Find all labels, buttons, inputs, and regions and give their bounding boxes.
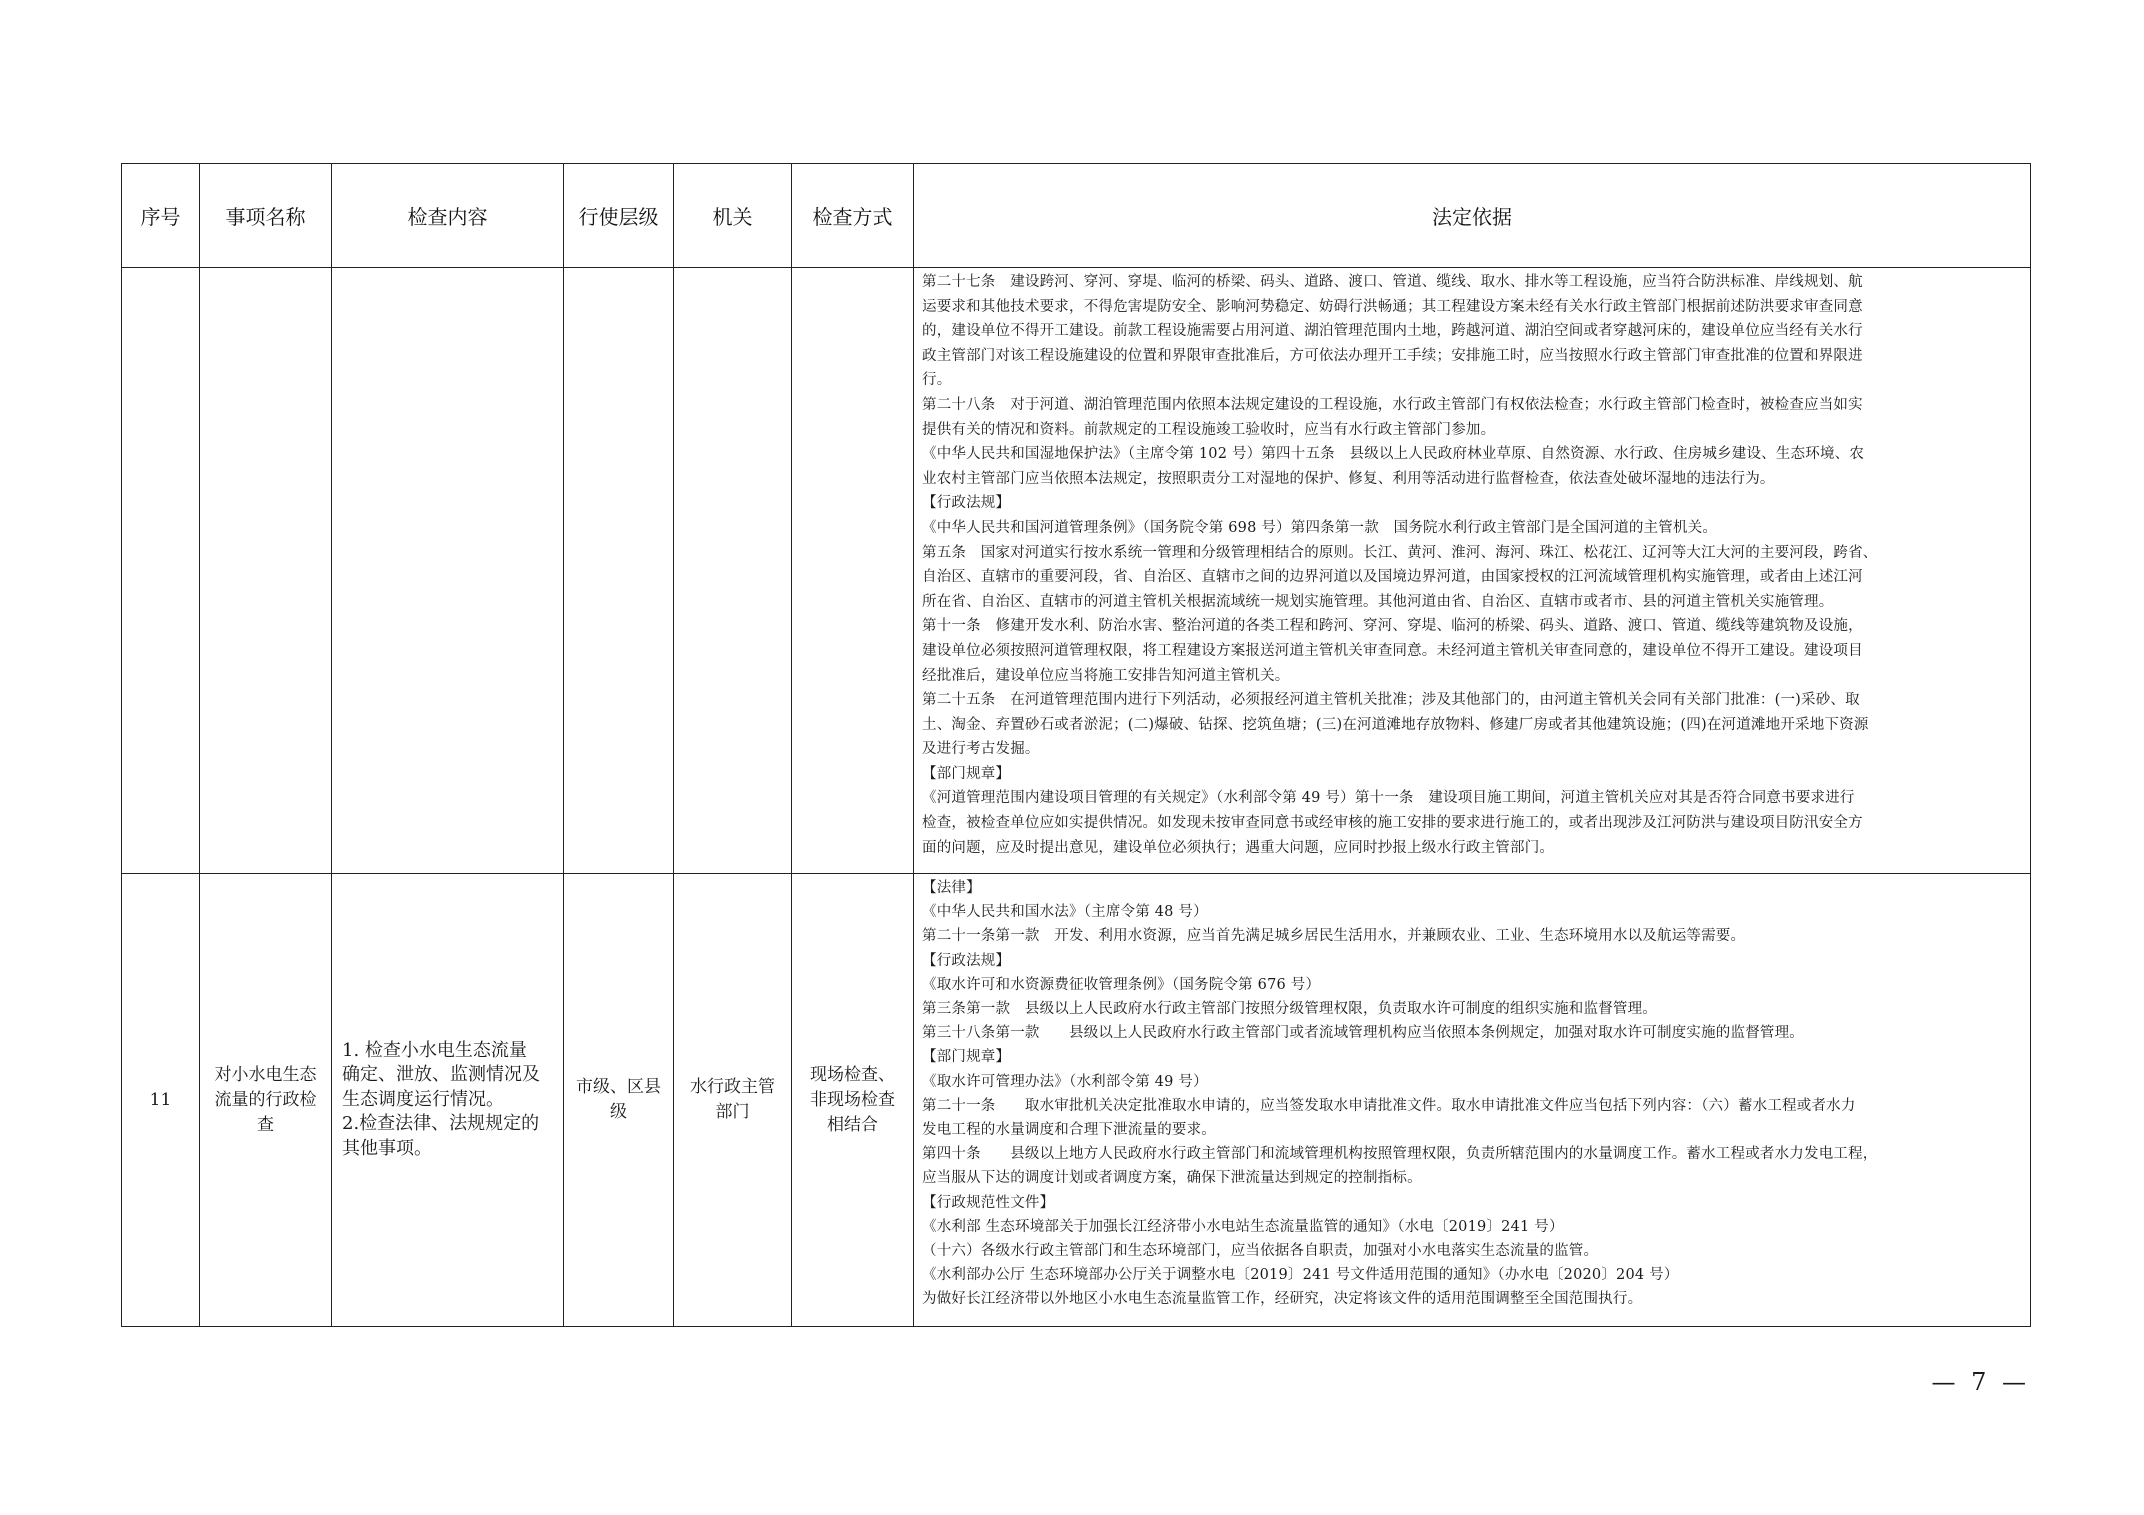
text-line: 其他事项。 bbox=[342, 1137, 432, 1159]
text-line: 业农村主管部门应当依照本法规定，按照职责分工对湿地的保护、修复、利用等活动进行监督检查，依法查处破坏湿地的违法行为。 bbox=[922, 470, 1775, 487]
text-line: 政主管部门对该工程设施建设的位置和界限审查批准后，方可依法办理开工手续；安排施工时，应当按照水行政主管部门审查批准的位置和界限进 bbox=[922, 347, 1863, 364]
text-line: 【行政法规】 bbox=[922, 952, 1011, 969]
item-name-cell bbox=[200, 874, 332, 1327]
text-line: 级 bbox=[610, 1102, 627, 1122]
text-line: 第三条第一款 县级以上人民政府水行政主管部门按照分级管理权限，负责取水许可制度的组织实施和监督管理。 bbox=[922, 1001, 1657, 1018]
seq-cell: 11 bbox=[122, 874, 200, 1327]
text-line: 《取水许可管理办法》（水利部令第 49 号） bbox=[922, 1073, 1208, 1090]
text-line: 第二十七条 建设跨河、穿河、穿堤、临河的桥梁、码头、道路、渡口、管道、缆线、取水、排水等工程设施，应当符合防洪标准、岸线规划、航 bbox=[922, 274, 1863, 290]
legal-basis-cell bbox=[914, 874, 2031, 1327]
text-line: 对小水电生态 bbox=[214, 1064, 317, 1085]
legal-basis-text bbox=[922, 876, 2024, 1312]
text-line: 经批准后，建设单位应当将施工安排告知河道主管机关。 bbox=[922, 667, 1290, 684]
text-line: 非现场检查 bbox=[810, 1089, 895, 1110]
agency-cell bbox=[674, 268, 792, 874]
text-line: 应当服从下达的调度计划或者调度方案，确保下泄流量达到规定的控制指标。 bbox=[922, 1170, 1422, 1187]
text-line: 流量的行政检 bbox=[214, 1089, 317, 1110]
name-cell bbox=[200, 268, 332, 874]
header-basis: 法定依据 bbox=[914, 164, 2031, 268]
text-line: 第二十五条 在河道管理范围内进行下列活动，必须报经河道主管机关批准；涉及其他部门的，由河道主管机关会同有关部门批准：(一)采砂、取 bbox=[922, 692, 1860, 709]
text-line: 第二十八条 对于河道、湖泊管理范围内依照本法规定建设的工程设施，水行政主管部门有权依法检查；水行政主管部门检查时，被检查应当如实 bbox=[922, 396, 1863, 413]
method-cell bbox=[792, 268, 914, 874]
method-cell bbox=[792, 874, 914, 1327]
text-line: 的，建设单位不得开工建设。前款工程设施需要占用河道、湖泊管理范围内土地，跨越河道、湖泊空间或者穿越河床的，建设单位应当经有关水行 bbox=[922, 323, 1863, 340]
text-line: 检查，被检查单位应如实提供情况。如发现未按审查同意书或经审核的施工安排的要求进行施工的，或者出现涉及江河防洪与建设项目防汛安全方 bbox=[922, 815, 1863, 832]
table-row bbox=[122, 874, 2031, 1327]
text-line: 现场检查、 bbox=[810, 1064, 895, 1085]
text-line: 2.检查法律、法规规定的 bbox=[342, 1113, 540, 1135]
text-line: 第二十一条 取水审批机关决定批准取水申请的，应当签发取水申请批准文件。取水申请批准文件应当包括下列内容：（六）蓄水工程或者水力 bbox=[922, 1097, 1856, 1114]
header-method: 检查方式 bbox=[792, 164, 914, 268]
level-cell bbox=[564, 874, 674, 1327]
text-line: 第四十条 县级以上地方人民政府水行政主管部门和流域管理机构按照管理权限，负责所辖范围内的水量调度工作。蓄水工程或者水力发电工程， bbox=[922, 1146, 1878, 1163]
text-line: 确定、泄放、监测情况及 bbox=[342, 1064, 540, 1086]
header-row bbox=[122, 164, 2031, 268]
seq-cell bbox=[122, 268, 200, 874]
text-line: 提供有关的情况和资料。前款规定的工程设施竣工验收时，应当有水行政主管部门参加。 bbox=[922, 421, 1496, 438]
text-line: 【行政规范性文件】 bbox=[922, 1194, 1055, 1211]
text-line: 《水利部 生态环境部关于加强长江经济带小水电站生态流量监管的通知》（水电〔2019〕241 号） bbox=[922, 1218, 1564, 1235]
text-line: 市级、区县 bbox=[576, 1077, 661, 1097]
text-line: （十六）各级水行政主管部门和生态环境部门，应当依据各自职责，加强对小水电落实生态流量的监管。 bbox=[922, 1243, 1599, 1260]
header-agency: 机关 bbox=[674, 164, 792, 268]
page-number: — 7 — bbox=[1931, 1368, 2030, 1396]
text-line: 《取水许可和水资源费征收管理条例》（国务院令第 676 号） bbox=[922, 976, 1321, 993]
text-line: 生态调度运行情况。 bbox=[342, 1088, 504, 1110]
text-line: 运要求和其他技术要求，不得危害堤防安全、影响河势稳定、妨碍行洪畅通；其工程建设方案未经有关水行政主管部门根据前述防洪要求审查同意 bbox=[922, 298, 1863, 315]
text-line: 部门 bbox=[715, 1102, 750, 1122]
text-line: 《水利部办公厅 生态环境部办公厅关于调整水电〔2019〕241 号文件适用范围的通知》（办水电〔2020〕204 号） bbox=[922, 1267, 1679, 1284]
text-line: 及进行考古发掘。 bbox=[922, 741, 1040, 758]
text-line: 【部门规章】 bbox=[922, 765, 1011, 782]
text-line: 第二十一条第一款 开发、利用水资源，应当首先满足城乡居民生活用水，并兼顾农业、工业、生态环境用水以及航运等需要。 bbox=[922, 928, 1746, 945]
level-cell bbox=[564, 268, 674, 874]
agency-cell bbox=[674, 874, 792, 1327]
text-line: 查 bbox=[257, 1114, 274, 1135]
text-line: 相结合 bbox=[827, 1114, 878, 1135]
text-line: 水行政主管 bbox=[690, 1077, 775, 1097]
table-header bbox=[122, 164, 2031, 268]
header-name: 事项名称 bbox=[200, 164, 332, 268]
header-seq: 序号 bbox=[122, 164, 200, 268]
text-line: 所在省、自治区、直辖市的河道主管机关根据流域统一规划实施管理。其他河道由省、自治区、直辖市或者市、县的河道主管机关实施管理。 bbox=[922, 593, 1834, 610]
text-line: 发电工程的水量调度和合理下泄流量的要求。 bbox=[922, 1122, 1216, 1139]
content-cell bbox=[332, 268, 564, 874]
text-line: 面的问题，应及时提出意见，建设单位必须执行；遇重大问题，应同时抄报上级水行政主管部门。 bbox=[922, 839, 1555, 856]
header-content: 检查内容 bbox=[332, 164, 564, 268]
text-line: 为做好长江经济带以外地区小水电生态流量监管工作，经研究，决定将该文件的适用范围调整至全国范围执行。 bbox=[922, 1291, 1643, 1308]
text-line: 【部门规章】 bbox=[922, 1049, 1011, 1066]
text-line: 第五条 国家对河道实行按水系统一管理和分级管理相结合的原则。长江、黄河、淮河、海河、珠江、松花江、辽河等大江大河的主要河段，跨省、 bbox=[922, 544, 1878, 561]
text-line: 《河道管理范围内建设项目管理的有关规定》（水利部令第 49 号）第十一条 建设项目施工期间，河道主管机关应对其是否符合同意书要求进行 bbox=[922, 790, 1855, 807]
text-line: 行。 bbox=[922, 372, 952, 389]
header-level: 行使层级 bbox=[564, 164, 674, 268]
text-line: 《中华人民共和国河道管理条例》（国务院令第 698 号）第四条第一款 国务院水利行政主管部门是全国河道的主管机关。 bbox=[922, 519, 1718, 536]
text-line: 自治区、直辖市的重要河段，省、自治区、直辖市之间的边界河道以及国境边界河道，由国家授权的江河流域管理机构实施管理，或者由上述江河 bbox=[922, 569, 1863, 586]
text-line: 土、淘金、弃置砂石或者淤泥；(二)爆破、钻探、挖筑鱼塘；(三)在河道滩地存放物料、修建厂房或者其他建筑设施；(四)在河道滩地开采地下资源 bbox=[922, 716, 1869, 733]
legal-basis-text bbox=[922, 270, 2024, 860]
text-line: 【法律】 bbox=[922, 880, 981, 896]
text-line: 第三十八条第一款 县级以上人民政府水行政主管部门或者流域管理机构应当依照本条例规定，加强对取水许可制度实施的监督管理。 bbox=[922, 1025, 1804, 1042]
text-line: 【行政法规】 bbox=[922, 495, 1011, 512]
legal-basis-cell bbox=[914, 268, 2031, 874]
text-line: 1. 检查小水电生态流量 bbox=[342, 1039, 527, 1061]
table-row bbox=[122, 268, 2031, 874]
inspection-table bbox=[121, 163, 2031, 1327]
text-line: 第十一条 修建开发水利、防治水害、整治河道的各类工程和跨河、穿河、穿堤、临河的桥梁、码头、道路、渡口、管道、缆线等建筑物及设施， bbox=[922, 618, 1863, 635]
text-line: 建设单位必须按照河道管理权限，将工程建设方案报送河道主管机关审查同意。未经河道主管机关审查同意的，建设单位不得开工建设。建设项目 bbox=[922, 642, 1863, 659]
inspection-content-cell bbox=[332, 874, 564, 1327]
text-line: 《中华人民共和国水法》（主席令第 48 号） bbox=[922, 904, 1208, 921]
text-line: 《中华人民共和国湿地保护法》（主席令第 102 号）第四十五条 县级以上人民政府林业草原、自然资源、水行政、住房城乡建设、生态环境、农 bbox=[922, 446, 1865, 463]
